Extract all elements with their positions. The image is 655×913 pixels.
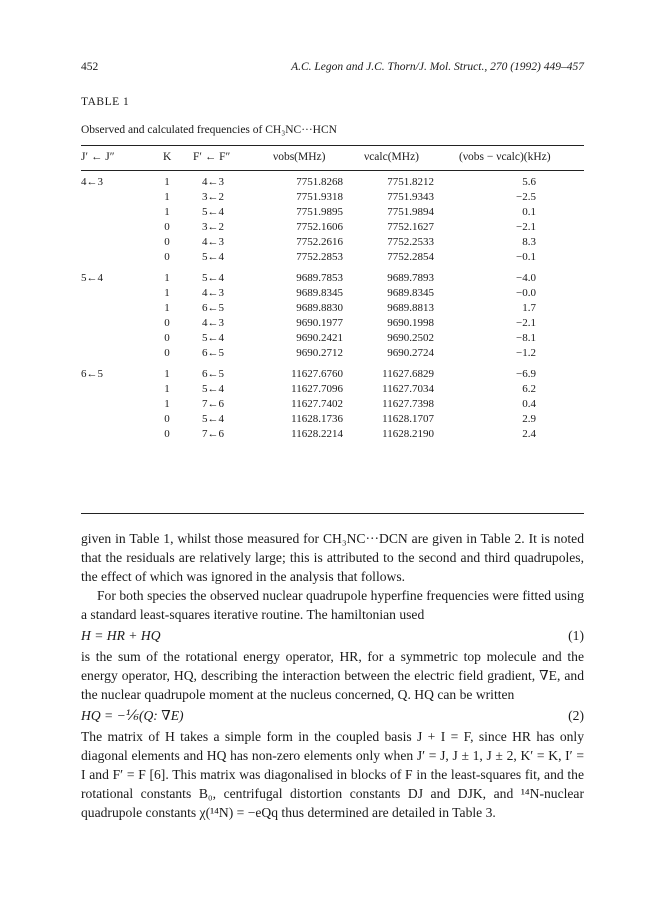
f-transition-cell: 3←2 xyxy=(202,191,224,203)
k-cell: 1 xyxy=(164,383,170,395)
nu-calc-cell: 11628.1707 xyxy=(382,413,434,425)
residual-cell: 2.4 xyxy=(522,428,536,440)
table-row xyxy=(81,176,584,191)
table-row xyxy=(81,236,584,251)
j-transition-cell: 6←5 xyxy=(81,368,103,380)
nu-obs-cell: 11628.2214 xyxy=(291,428,343,440)
residual-cell: −2.1 xyxy=(516,221,536,233)
nu-calc-cell: 7751.9343 xyxy=(387,191,434,203)
k-cell: 0 xyxy=(164,347,170,359)
f-transition-cell: 5←4 xyxy=(202,251,224,263)
k-cell: 1 xyxy=(164,272,170,284)
equation-1 xyxy=(81,626,584,647)
equation-2-expression: HQ = −⅙(Q: ∇E) xyxy=(81,708,184,723)
residual-cell: 8.3 xyxy=(522,236,536,248)
k-cell: 1 xyxy=(164,191,170,203)
table-row xyxy=(81,302,584,317)
k-cell: 0 xyxy=(164,413,170,425)
col-header-f: F′ ← F″ xyxy=(193,151,231,163)
k-cell: 1 xyxy=(164,368,170,380)
nu-calc-cell: 11627.6829 xyxy=(382,368,434,380)
nu-obs-cell: 7751.9895 xyxy=(296,206,343,218)
nu-calc-cell: 9690.2502 xyxy=(387,332,434,344)
nu-calc-cell: 9689.8813 xyxy=(387,302,434,314)
k-cell: 0 xyxy=(164,317,170,329)
f-transition-cell: 4←3 xyxy=(202,287,224,299)
nu-calc-cell: 7752.2533 xyxy=(387,236,434,248)
paragraph: given in Table 1, whilst those measured for CH₃NC···DCN are given in Table 2. It is noted that the residuals are relatively large; this is attributed to the second and third quadrupoles, the effect of which was ignored in the analysis that follows. xyxy=(81,531,584,584)
equation-1-expression: H = HR + HQ xyxy=(81,628,161,643)
k-cell: 0 xyxy=(164,251,170,263)
k-cell: 0 xyxy=(164,332,170,344)
nu-obs-cell: 11628.1736 xyxy=(291,413,343,425)
nu-calc-cell: 9689.8345 xyxy=(387,287,434,299)
nu-obs-cell: 7752.2853 xyxy=(296,251,343,263)
nu-obs-cell: 11627.6760 xyxy=(291,368,343,380)
equation-1-number: (1) xyxy=(568,628,584,643)
f-transition-cell: 4←3 xyxy=(202,176,224,188)
f-transition-cell: 5←4 xyxy=(202,332,224,344)
nu-calc-cell: 11627.7034 xyxy=(382,383,434,395)
table-row xyxy=(81,383,584,398)
nu-calc-cell: 7752.1627 xyxy=(387,221,434,233)
nu-obs-cell: 9690.1977 xyxy=(296,317,343,329)
nu-calc-cell: 11628.2190 xyxy=(382,428,434,440)
nu-obs-cell: 9689.8345 xyxy=(296,287,343,299)
paragraph: For both species the observed nuclear quadrupole hyperfine frequencies were fitted using a standard least-squares iterative routine. The hamiltonian used xyxy=(81,588,584,622)
k-cell: 0 xyxy=(164,428,170,440)
nu-calc-cell: 7751.9894 xyxy=(387,206,434,218)
equation-2 xyxy=(81,706,584,727)
residual-cell: −1.2 xyxy=(516,347,536,359)
f-transition-cell: 5←4 xyxy=(202,272,224,284)
col-header-k: K xyxy=(163,151,172,163)
page-number: 452 xyxy=(81,61,99,73)
table-row xyxy=(81,272,584,287)
residual-cell: −0.0 xyxy=(516,287,536,299)
f-transition-cell: 7←6 xyxy=(202,428,224,440)
k-cell: 0 xyxy=(164,236,170,248)
f-transition-cell: 5←4 xyxy=(202,206,224,218)
nu-obs-cell: 11627.7402 xyxy=(291,398,343,410)
residual-cell: 0.1 xyxy=(522,206,536,218)
table-group xyxy=(81,368,584,443)
col-header-nu-calc: νcalc(MHz) xyxy=(364,151,420,163)
table-body xyxy=(81,176,584,449)
nu-obs-cell: 11627.7096 xyxy=(291,383,343,395)
journal-citation: A.C. Legon and J.C. Thorn/J. Mol. Struct., 270 (1992) 449–457 xyxy=(291,61,584,73)
nu-obs-cell: 7751.9318 xyxy=(296,191,343,203)
col-header-nu-obs: νobs(MHz) xyxy=(273,151,326,163)
table-caption: Observed and calculated frequencies of CH₃NC···HCN xyxy=(81,124,337,136)
k-cell: 1 xyxy=(164,206,170,218)
table-row xyxy=(81,368,584,383)
nu-calc-cell: 9689.7893 xyxy=(387,272,434,284)
table-bottom-rule xyxy=(81,513,584,514)
table-row xyxy=(81,332,584,347)
residual-cell: −8.1 xyxy=(516,332,536,344)
nu-calc-cell: 9690.2724 xyxy=(387,347,434,359)
k-cell: 1 xyxy=(164,287,170,299)
residual-cell: −2.1 xyxy=(516,317,536,329)
residual-cell: −6.9 xyxy=(516,368,536,380)
residual-cell: −0.1 xyxy=(516,251,536,263)
table-row xyxy=(81,221,584,236)
k-cell: 1 xyxy=(164,398,170,410)
j-transition-cell: 4←3 xyxy=(81,176,103,188)
j-transition-cell: 5←4 xyxy=(81,272,103,284)
f-transition-cell: 4←3 xyxy=(202,317,224,329)
k-cell: 1 xyxy=(164,302,170,314)
table-row xyxy=(81,398,584,413)
nu-calc-cell: 7752.2854 xyxy=(387,251,434,263)
table-header xyxy=(81,151,584,167)
residual-cell: 1.7 xyxy=(522,302,536,314)
equation-2-number: (2) xyxy=(568,708,584,723)
nu-obs-cell: 9689.8830 xyxy=(296,302,343,314)
table-row xyxy=(81,287,584,302)
residual-cell: −4.0 xyxy=(516,272,536,284)
nu-obs-cell: 7752.2616 xyxy=(296,236,343,248)
residual-cell: −2.5 xyxy=(516,191,536,203)
nu-calc-cell: 11627.7398 xyxy=(382,398,434,410)
col-header-j: J′ ← J″ xyxy=(81,151,115,163)
table-row xyxy=(81,347,584,362)
table-row xyxy=(81,251,584,266)
k-cell: 1 xyxy=(164,176,170,188)
f-transition-cell: 5←4 xyxy=(202,413,224,425)
paragraph: The matrix of H takes a simple form in the coupled basis J + I = F, since HR has only diagonal elements and HQ has non-zero elements only when J′ = J, J ± 1, J ± 2, K′ = K, I′ = I and F′ = F [6]. This matrix was diagonalised in blocks of F in the least-squares fit, and the rotational constants B₀, centrifugal distortion constants DJ and DJK, and ¹⁴N-nuclear quadrupole constants χ(¹⁴N) = −eQq thus determined are detailed in Table 3. xyxy=(81,729,584,820)
nu-obs-cell: 9689.7853 xyxy=(296,272,343,284)
table-row xyxy=(81,206,584,221)
f-transition-cell: 7←6 xyxy=(202,398,224,410)
f-transition-cell: 6←5 xyxy=(202,347,224,359)
table-group xyxy=(81,176,584,266)
paragraph: is the sum of the rotational energy operator, HR, for a symmetric top molecule and the energy operator, HQ, describing the interaction between the electric field gradient, ∇E, and the nuclear quadrupole moment at the nucleus concerned, Q. HQ can be written xyxy=(81,649,584,702)
residual-cell: 6.2 xyxy=(522,383,536,395)
col-header-residual: (νobs − νcalc)(kHz) xyxy=(459,151,551,163)
residual-cell: 2.9 xyxy=(522,413,536,425)
residual-cell: 5.6 xyxy=(522,176,536,188)
f-transition-cell: 5←4 xyxy=(202,383,224,395)
table-label: TABLE 1 xyxy=(81,96,130,108)
table-header-rule xyxy=(81,170,584,171)
nu-obs-cell: 9690.2421 xyxy=(296,332,343,344)
f-transition-cell: 4←3 xyxy=(202,236,224,248)
body-text xyxy=(81,529,584,822)
f-transition-cell: 3←2 xyxy=(202,221,224,233)
nu-obs-cell: 7751.8268 xyxy=(296,176,343,188)
residual-cell: 0.4 xyxy=(522,398,536,410)
table-row xyxy=(81,428,584,443)
nu-obs-cell: 7752.1606 xyxy=(296,221,343,233)
nu-calc-cell: 7751.8212 xyxy=(387,176,434,188)
k-cell: 0 xyxy=(164,221,170,233)
table-group xyxy=(81,272,584,362)
table-top-rule xyxy=(81,145,584,146)
f-transition-cell: 6←5 xyxy=(202,368,224,380)
table-row xyxy=(81,317,584,332)
nu-calc-cell: 9690.1998 xyxy=(387,317,434,329)
f-transition-cell: 6←5 xyxy=(202,302,224,314)
nu-obs-cell: 9690.2712 xyxy=(296,347,343,359)
table-row xyxy=(81,413,584,428)
table-row xyxy=(81,191,584,206)
